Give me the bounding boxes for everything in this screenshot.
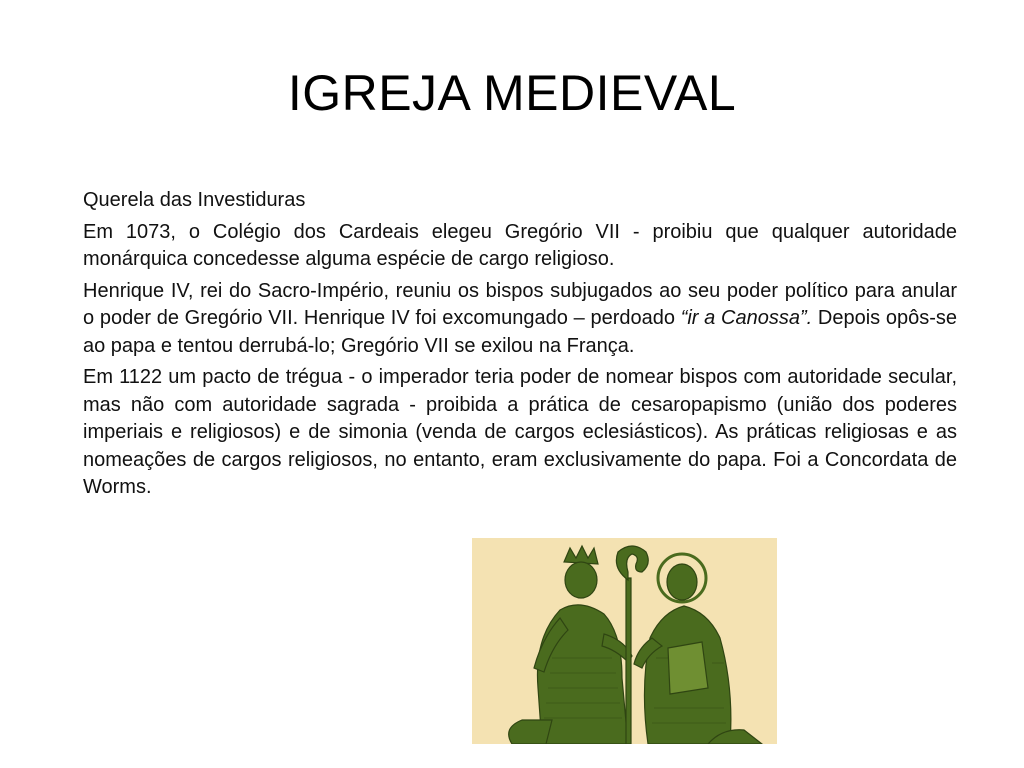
paragraph-2-italic: “ir a Canossa”. — [680, 307, 813, 329]
paragraph-3: Em 1122 um pacto de trégua - o imperador teria poder de nomear bispos com autoridade secular, mas não com autoridade sagrada - proibida a prática de cesaropapismo (união dos poderes imperiais e religiosos) e de simonia (venda de cargos eclesiásticos). As práticas religiosas e as nomeações de cargos religiosos, no entanto, eram exclusivamente do papa. Foi a Concordata de Worms. — [83, 366, 957, 498]
slide-title: IGREJA MEDIEVAL — [287, 65, 737, 121]
paragraph-2-text-a: Henrique IV, rei do Sacro-Império, reuniu os bispos subjugados ao seu poder político para anular o poder de Gregório VII. Henrique IV foi excomungado – perdoado — [83, 279, 957, 329]
paragraph-2-text-b: Depois opôs-se ao papa e tentou derrubá-lo; Gregório VII se exilou na França. — [83, 307, 958, 357]
woodcut-illustration — [472, 538, 777, 744]
medieval-woodcut-icon — [472, 538, 777, 744]
paragraph-1: Em 1073, o Colégio dos Cardeais elegeu Gregório VII - proibiu que qualquer autoridade monárquica concedesse alguma espécie de cargo religioso. — [83, 220, 957, 270]
slide-body — [83, 187, 957, 506]
section-heading: Querela das Investiduras — [83, 189, 306, 211]
paragraph-2 — [83, 278, 957, 361]
